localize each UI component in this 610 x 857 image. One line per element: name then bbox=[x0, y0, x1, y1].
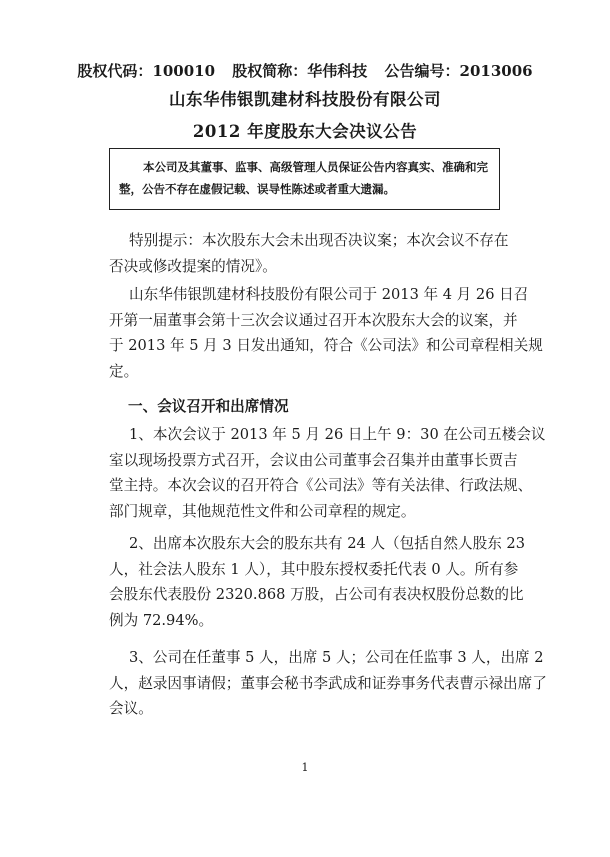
intro-line: 山东华伟银凯建材科技股份有限公司于 2013 年 4 月 26 日召 bbox=[129, 286, 529, 303]
announcement-header bbox=[0, 60, 610, 81]
item-2-line: 2、出席本次股东大会的股东共有 24 人（包括自然人股东 23 bbox=[129, 535, 526, 552]
special-tip-line: 特别提示：本次股东大会未出现否决议案；本次会议不存在 bbox=[129, 232, 509, 249]
disclaimer-line-2: 整，公告不存在虚假记载、误导性陈述或者重大遗漏。 bbox=[119, 182, 395, 196]
item-1-line: 部门规章，其他规范性文件和公司章程的规定。 bbox=[109, 502, 416, 520]
special-tip-line: 否决或修改提案的情况》。 bbox=[109, 257, 277, 275]
item-2-line: 会股东代表股份 2320.868 万股，占公司有表决权股份总数的比 bbox=[109, 586, 524, 603]
disclaimer-box bbox=[109, 148, 500, 210]
disclaimer-line-1: 本公司及其董事、监事、高级管理人员保证公告内容真实、准确和完 bbox=[143, 160, 488, 174]
item-1-paragraph bbox=[109, 422, 546, 524]
notice-number: 公告编号：2013006 bbox=[384, 62, 533, 80]
item-1-line: 1、本次会议于 2013 年 5 月 26 日上午 9：30 在公司五楼会议 bbox=[129, 426, 546, 443]
document-title: 2012 年度股东大会决议公告 bbox=[192, 122, 418, 141]
special-tip-paragraph bbox=[109, 228, 509, 279]
intro-line: 开第一届董事会第十三次会议通过召开本次股东大会的议案，并 bbox=[109, 311, 518, 329]
page-number: 1 bbox=[301, 761, 309, 774]
item-1-line: 室以现场投票方式召开，会议由公司董事会召集并由董事长贾吉 bbox=[109, 451, 518, 469]
company-name: 山东华伟银凯建材科技股份有限公司 bbox=[169, 90, 441, 109]
item-3-paragraph bbox=[109, 645, 547, 722]
item-2-paragraph bbox=[109, 531, 526, 633]
intro-line: 于 2013 年 5 月 3 日发出通知，符合《公司法》和公司章程相关规 bbox=[109, 337, 543, 354]
intro-paragraph bbox=[109, 282, 543, 384]
stock-code: 股权代码：100010 bbox=[77, 62, 216, 80]
item-2-line: 人，社会法人股东 1 人），其中股东授权委托代表 0 人。所有参 bbox=[109, 560, 519, 578]
item-2-line: 例为 72.94%。 bbox=[109, 611, 214, 629]
stock-abbreviation: 股权简称：华伟科技 bbox=[232, 62, 368, 80]
intro-line: 定。 bbox=[109, 362, 139, 380]
item-3-line: 3、公司在任董事 5 人，出席 5 人；公司在任监事 3 人，出席 2 bbox=[129, 649, 544, 666]
item-3-line: 人，赵录因事请假；董事会秘书李武成和证券事务代表曹示禄出席了 bbox=[109, 674, 547, 692]
item-3-line: 会议。 bbox=[109, 700, 153, 717]
item-1-line: 堂主持。本次会议的召开符合《公司法》等有关法律、行政法规、 bbox=[109, 477, 533, 494]
section-heading: 一、会议召开和出席情况 bbox=[128, 398, 289, 415]
